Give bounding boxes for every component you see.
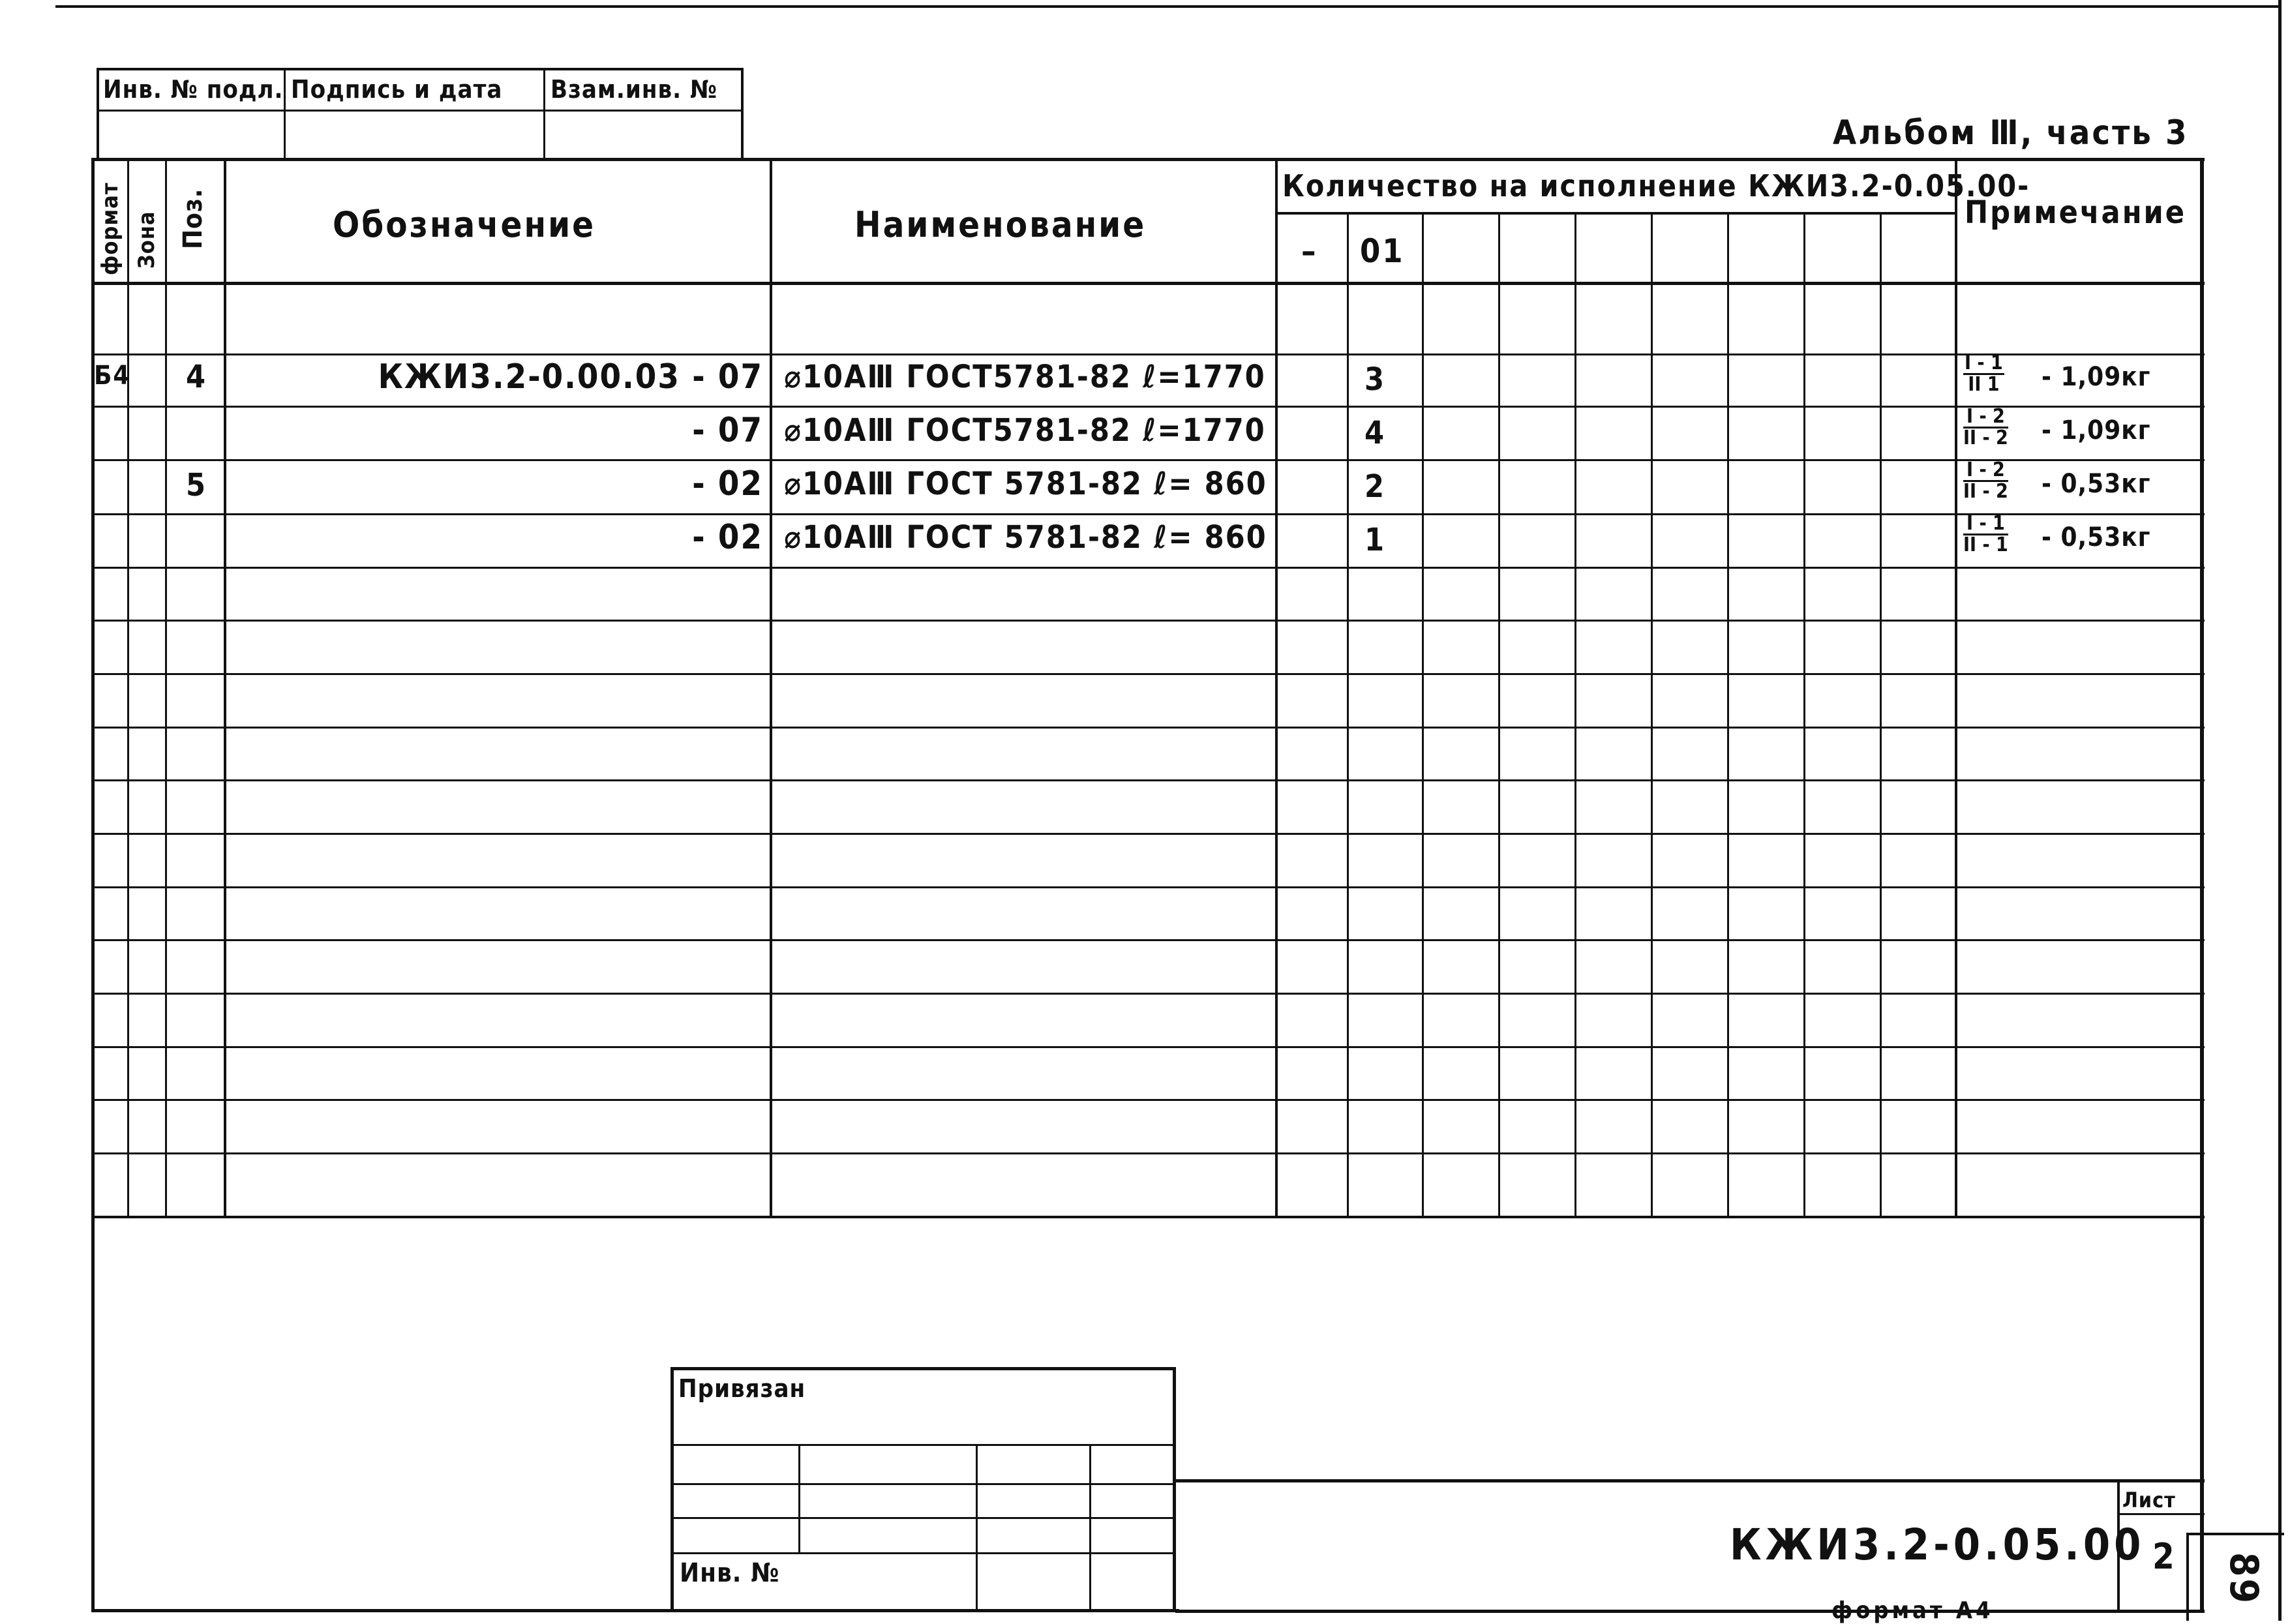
frame-top-line bbox=[55, 5, 2280, 8]
row-note-value: - 1,09кг bbox=[2041, 362, 2151, 392]
binding-inv-label: Инв. № bbox=[680, 1558, 780, 1588]
binding-stamp bbox=[670, 1367, 1175, 1612]
header-qty-dash: – bbox=[1301, 232, 1318, 270]
page-number: 89 bbox=[2221, 1552, 2267, 1606]
row-note-fraction: $\frac{I - 2}{II - 2}$ bbox=[1963, 459, 2008, 503]
header-note: Примечание bbox=[1965, 194, 2187, 231]
row-name: ⌀10АⅢ ГОСТ5781-82 ℓ=1770 bbox=[784, 412, 1266, 449]
header-name: Наименование bbox=[854, 204, 1147, 245]
row-qty-01: 1 bbox=[1364, 522, 1386, 558]
row-pos: 4 bbox=[186, 359, 207, 395]
row-format: Б4 bbox=[94, 361, 131, 391]
row-note-fraction: $\frac{I - 1}{II 1}$ bbox=[1965, 352, 2003, 396]
header-format: формат bbox=[97, 182, 123, 275]
frame-right-line bbox=[2278, 0, 2282, 1621]
row-designation: КЖИ3.2-0.00.03 - 07 bbox=[378, 357, 763, 397]
header-quantity-group: Количество на исполнение КЖИ3.2-0.05.00- bbox=[1282, 168, 2030, 203]
row-note-fraction: $\frac{I - 1}{II - 1}$ bbox=[1963, 512, 2008, 556]
stamp-header-sign: Подпись и дата bbox=[291, 75, 503, 104]
stamp-header-inv: Инв. № подл. bbox=[103, 75, 284, 104]
row-note-value: - 0,53кг bbox=[2041, 522, 2151, 552]
row-name: ⌀10АⅢ ГОСТ 5781-82 ℓ= 860 bbox=[784, 519, 1267, 556]
title-block bbox=[1175, 1479, 2205, 1612]
header-designation: Обозначение bbox=[333, 204, 596, 245]
top-stamp bbox=[97, 68, 744, 159]
binding-title: Привязан bbox=[678, 1374, 806, 1403]
row-designation: - 02 bbox=[692, 518, 763, 557]
stamp-header-replace: Взам.инв. № bbox=[550, 75, 718, 104]
header-pos: Поз. bbox=[178, 188, 208, 249]
row-note-value: - 1,09кг bbox=[2041, 415, 2151, 445]
sheet-number: 2 bbox=[2152, 1536, 2177, 1577]
header-qty-01: 01 bbox=[1360, 232, 1405, 270]
row-note-fraction: $\frac{I - 2}{II - 2}$ bbox=[1963, 405, 2008, 449]
header-zone: Зона bbox=[134, 211, 160, 269]
row-qty-01: 4 bbox=[1364, 415, 1386, 451]
row-note-value: - 0,53кг bbox=[2041, 469, 2151, 499]
sheet-label: Лист bbox=[2122, 1488, 2176, 1512]
row-designation: - 02 bbox=[692, 464, 763, 504]
row-name: ⌀10АⅢ ГОСТ 5781-82 ℓ= 860 bbox=[784, 466, 1267, 502]
format-label: формат А4 bbox=[1831, 1597, 1994, 1624]
row-qty-01: 3 bbox=[1364, 361, 1386, 398]
row-qty-01: 2 bbox=[1364, 468, 1386, 505]
row-pos: 5 bbox=[186, 467, 207, 504]
row-name: ⌀10АⅢ ГОСТ5781-82 ℓ=1770 bbox=[784, 359, 1266, 395]
album-label: Альбом Ⅲ, часть 3 bbox=[1833, 113, 2189, 153]
row-designation: - 07 bbox=[692, 411, 763, 450]
document-code: КЖИ3.2-0.05.00 bbox=[1730, 1520, 2145, 1570]
